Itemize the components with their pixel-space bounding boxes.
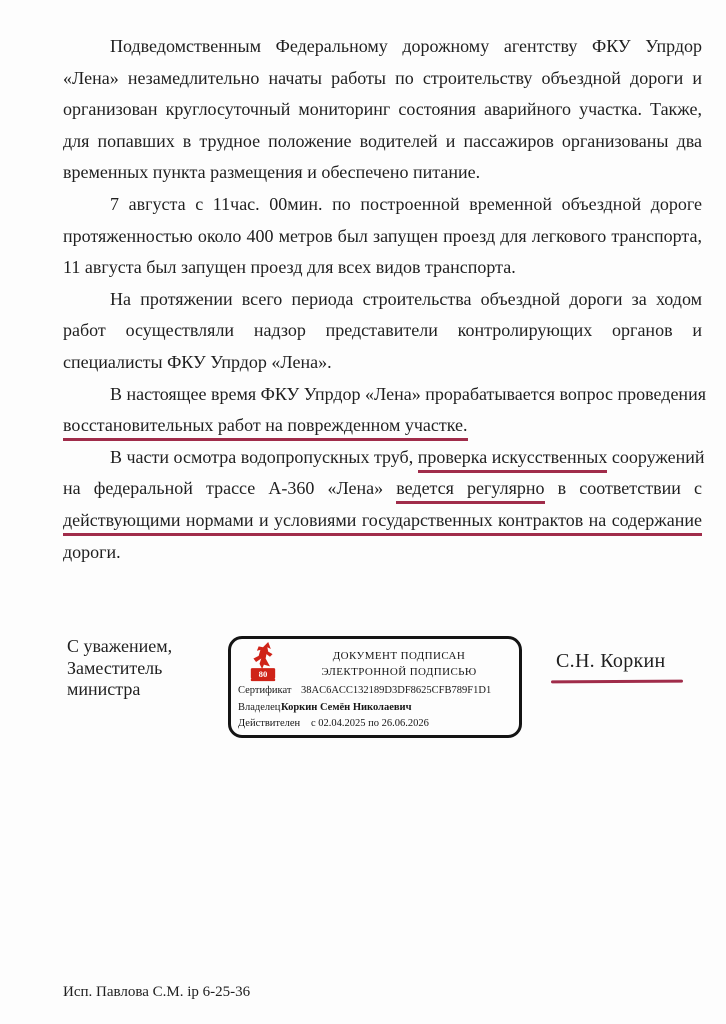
executor-note: Исп. Павлова С.М. ip 6-25-36: [63, 984, 251, 1000]
document-line: работ осуществляли надзор представители контролирующих органов и: [63, 320, 702, 341]
closing-block: [67, 636, 172, 701]
closing-line: Заместитель: [67, 657, 163, 678]
document-line: [63, 410, 702, 442]
stamp-row: [238, 700, 515, 717]
stamp-row: [238, 716, 515, 733]
document-line: для попавших в трудное положение водителей и пассажиров организованы два: [63, 130, 702, 151]
document-line: протяженностью около 400 метров был запущен проезд для легкового транспорта,: [63, 225, 702, 246]
document-line: 7 августа с 11час. 00мин. по построенной временной объездной дороге: [110, 193, 702, 214]
closing-line: С уважением,: [67, 636, 173, 656]
signer-underline-annotation: [551, 680, 683, 684]
digital-signature-stamp: [228, 636, 522, 738]
marker-underline-annotation: проверка искусственных: [418, 447, 608, 473]
stamp-row-value: Коркин Семён Николаевич: [281, 701, 412, 713]
signer-name: С.Н. Коркин: [556, 650, 666, 672]
stamp-logo-text: 80: [258, 668, 268, 679]
document-line: организован круглосуточный мониторинг состояния аварийного участка. Также,: [63, 99, 702, 120]
stamp-details: [238, 683, 515, 733]
document-line: Подведомственным Федеральному дорожному агентству ФКУ Упрдор: [110, 36, 702, 56]
document-line: На протяжении всего периода строительства объездной дороги за ходом: [110, 288, 702, 309]
document-line: «Лена» незамедлительно начаты работы по строительству объездной дороги и: [63, 67, 702, 88]
letter-body: [63, 31, 706, 568]
document-line: В настоящее время ФКУ Упрдор «Лена» прорабатывается вопрос проведения: [110, 383, 706, 404]
document-line: дороги.: [63, 541, 121, 562]
stamp-title: [283, 648, 515, 680]
stamp-row: [238, 683, 515, 700]
marker-underline-annotation: действующими нормами и условиями государственных контрактов на содержание: [63, 510, 702, 536]
document-line: [63, 505, 702, 537]
document-line: на федеральной трассе А-360 «Лена» ведется регулярно в соответствии с: [63, 473, 702, 505]
marker-underline-annotation: восстановительных работ на поврежденном участке.: [63, 415, 468, 441]
document-line: 11 августа был запущен проезд для всех видов транспорта.: [63, 257, 516, 278]
document-line: временных пункта размещения и обеспечено питание.: [63, 162, 481, 183]
stamp-row-label: Действителен: [238, 718, 301, 729]
marker-underline-annotation: ведется регулярно: [396, 478, 544, 504]
stamp-row-label: Владелец: [238, 701, 281, 713]
stamp-row-value: с 02.04.2025 по 26.06.2026: [311, 718, 429, 729]
stamp-title-line1: ДОКУМЕНТ ПОДПИСАН: [332, 650, 466, 662]
stamp-row-label: Сертификат: [238, 685, 292, 696]
document-line: В части осмотра водопропускных труб, проверка искусственных сооружений: [63, 442, 702, 474]
stamp-title-line2: ЭЛЕКТРОННОЙ ПОДПИСЬЮ: [321, 666, 477, 678]
stamp-row-value: 38AC6ACC132189D3DF8625CFB789F1D1: [301, 685, 492, 696]
closing-line: министра: [67, 679, 141, 699]
victory-80-logo-icon: [245, 642, 281, 682]
document-line: специалисты ФКУ Упрдор «Лена».: [63, 351, 332, 372]
